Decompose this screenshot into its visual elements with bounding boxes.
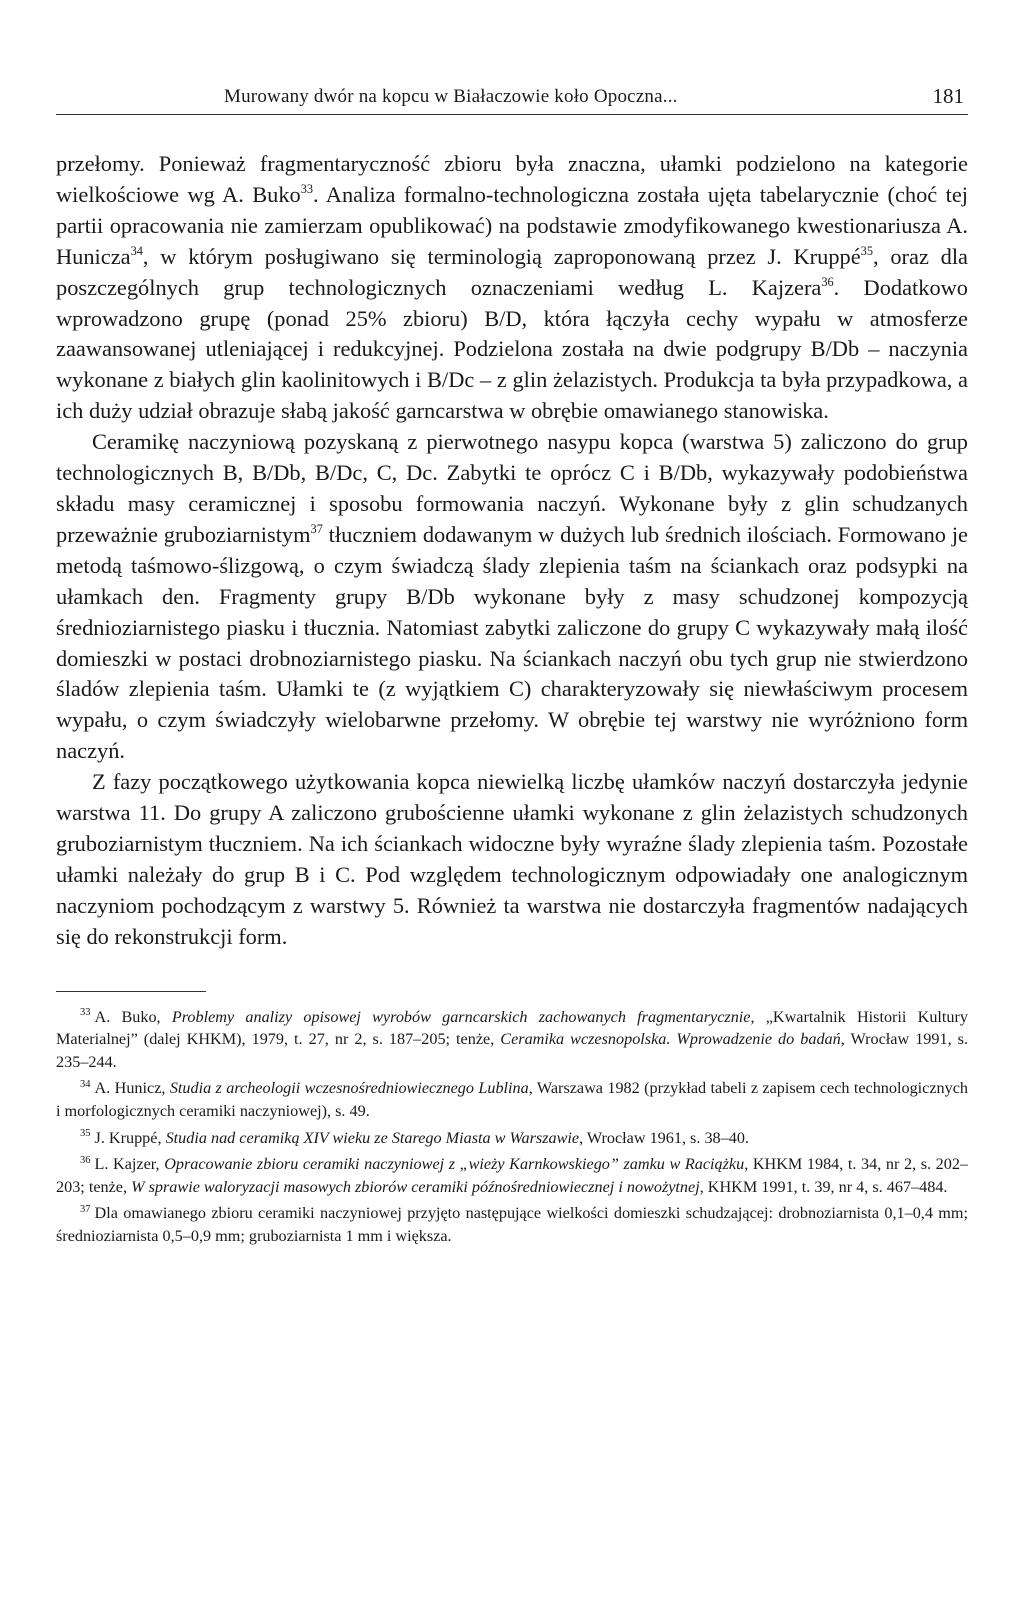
page [56,78,968,1252]
footnote-37 [56,1202,968,1247]
footnote-text: , „Kwartalnik Historii Kultury Materialnej” (dalej KHKM), 1979, t. 27, nr 2, s. 187–205; tenże, [56,1007,968,1049]
footnote-number: 33 [80,1007,91,1019]
footnote-title: Studia nad ceramiką XIV wieku ze Starego Miasta w Warszawie [165,1128,580,1147]
footnote-35 [56,1127,968,1150]
footnote-text: A. Hunicz, [94,1079,170,1098]
paragraph-3: Z fazy początkowego użytkowania kopca niewielką liczbę ułamków naczyń dostarczyła jedynie warstwa 11. Do grupy A zaliczono grubościenne ułamki wykonane z glin żelazistych schudzonych gruboziarnistym tłuczniem. Na ich ściankach widoczne były wyraźne ślady zlepienia taśm. Pozostałe ułamki należały do grup B i C. Pod względem technologicznym odpowiadały one analogicznym naczyniom pochodzącym z warstwy 5. Również ta warstwa nie dostarczyła fragmentów nadających się do rekonstrukcji form. [56,769,968,949]
footnote-ref-36[interactable]: 36 [821,274,834,289]
paragraph-text: . Dodatkowo wprowadzono grupę (ponad 25% zbioru) B/D, która łączyła cechy wypału w atmosferze zaawansowanej utleniającej i redukcyjnej. Podzielona została na dwie podgrupy B/Db – naczynia wykonane z białych glin kaolinitowych i B/Dc – z glin żelazistych. Produkcja ta była przypadkowa, a ich duży udział obrazuje słabą jakość garncarstwa w obrębie omawianego stanowiska. [56,274,969,424]
paragraph-text: , oraz dla poszczególnych grup technologicznych oznaczeniami według L. Kajzera [56,243,968,300]
footnote-text: J. Kruppé, [94,1128,166,1147]
footnote-title: Studia z archeologii wczesnośredniowiecznego Lublina [169,1079,529,1098]
footnote-34 [56,1077,968,1122]
footnote-ref-35[interactable]: 35 [860,243,873,258]
footnote-36 [56,1153,968,1198]
footnote-number: 37 [80,1204,91,1215]
footnote-number: 34 [80,1079,91,1091]
footnote-number: 36 [80,1154,91,1166]
paragraph-text: przełomy. Ponieważ fragmentaryczność zbioru była znaczna, ułamki podzielono na kategorie wielkościowe wg A. Buko [56,151,968,207]
paragraph-text: tłuczniem dodawanym w dużych lub średnich ilościach. Formowano je metodą taśmowo-ślizgową, o czym świadczą ślady zlepienia taśm na ściankach oraz podsypki na ułamkach den. Fragmenty grupy B/Db wykonane były z masy schudzonej kompozycją średnioziarnistego piasku i tłucznia. Natomiast zabytki zaliczone do grupy C wykazywały małą ilość domieszki w postaci drobnoziarnistego piasku. Na ściankach naczyń obu tych grup nie stwierdzono śladów zlepienia taśm. Ułamki te (z wyjątkiem C) charakteryzowały się niewłaściwym procesem wypału, o czym świadczyły wielobarwne przełomy. W obrębie tej warstwy nie wyróżniono form naczyń. [56,521,968,764]
footnote-title: Ceramika wczesnopolska. Wprowadzenie do badań [500,1030,841,1049]
paragraph-1 [56,149,968,427]
footnote-33 [56,1006,968,1074]
footnote-number: 35 [80,1128,91,1140]
footnote-text: , Wrocław 1961, s. 38–40. [579,1128,749,1147]
footnote-text: Dla omawianego zbioru ceramiki naczyniowej przyjęto następujące wielkości domieszki schudzającej: drobnoziarnista 0,1–0,4 mm; średnioziarnista 0,5–0,9 mm; gruboziarnista 1 mm i większa. [56,1204,968,1245]
footnote-ref-37[interactable]: 37 [310,521,323,536]
paragraph-2 [56,427,968,767]
page-number: 181 [932,84,964,108]
footnote-text: , KHKM 1991, t. 39, nr 4, s. 467–484. [699,1177,948,1196]
footnote-title: Problemy analizy opisowej wyrobów garncarskich zachowanych fragmentarycznie [171,1007,751,1026]
running-title: Murowany dwór na kopcu w Białaczowie koło Opoczna... [224,86,678,107]
paragraph-text: Ceramikę naczyniową pozyskaną z pierwotnego nasypu kopca (warstwa 5) zaliczono do grup technologicznych B, B/Db, B/Dc, C, Dc. Zabytki te oprócz C i B/Db, wykazywały podobieństwa składu masy ceramicznej i sposobu formowania naczyń. Wykonane były z glin schudzanych przeważnie gruboziarnistym [56,429,968,547]
footnote-text: L. Kajzer, [94,1155,165,1174]
paragraph-text: , w którym posługiwano się terminologią zaproponowaną przez J. Kruppé [142,243,861,269]
footnote-title: W sprawie waloryzacji masowych zbiorów ceramiki późnośredniowiecznej i nowożytnej [131,1177,700,1196]
footnote-text: , Warszawa 1982 (przykład tabeli z zapisem cech technologicznych i morfologicznych ceramiki naczyniowej), s. 49. [56,1079,969,1120]
footnote-ref-33[interactable]: 33 [300,181,314,196]
running-header [56,78,968,115]
footnote-text: , KHKM 1984, t. 34, nr 2, s. 202–203; tenże, [56,1155,969,1196]
paragraph-text: . Analiza formalno-technologiczna została ujęta tabelarycznie (choć tej partii opracowania nie zamierzam opublikować) na podstawie zmodyfikowanego kwestionariusza A. Hunicza [56,181,968,269]
footnote-divider [56,991,206,992]
footnote-title: Opracowanie zbioru ceramiki naczyniowej z „wieży Karnkowskiego” zamku w Raciążku [164,1155,745,1174]
body-text [56,149,968,953]
footnote-text: , Wrocław 1991, s. 235–244. [56,1030,968,1071]
footnote-text: A. Buko, [94,1007,172,1026]
footnotes [56,1006,968,1248]
footnote-ref-34[interactable]: 34 [130,243,143,258]
